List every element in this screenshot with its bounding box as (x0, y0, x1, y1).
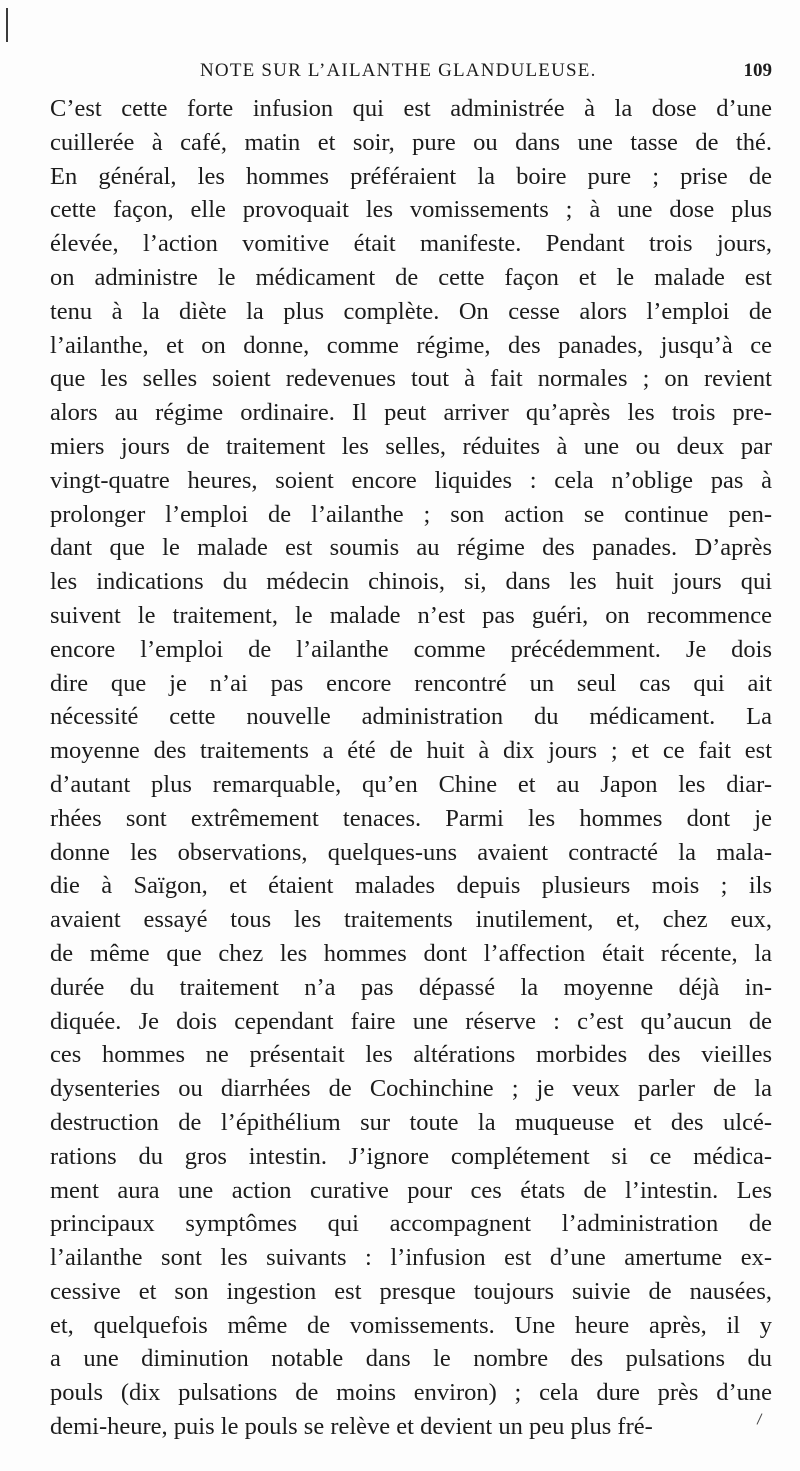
text-line: élevée, l’action vomitive était manifeste. Pendant trois jours, (50, 230, 772, 258)
text-line: moyenne des traitements a été de huit à dix jours ; et ce fait est (50, 737, 772, 765)
text-line: prolonger l’emploi de l’ailanthe ; son action se continue pen- (50, 500, 772, 528)
text-line: nécessité cette nouvelle administration du médicament. La (50, 703, 772, 731)
text-line: l’ailanthe sont les suivants : l’infusion est d’une amertume ex- (50, 1244, 772, 1272)
text-line: dire que je n’ai pas encore rencontré un seul cas qui ait (50, 669, 772, 697)
text-line: die à Saïgon, et étaient malades depuis plusieurs mois ; ils (50, 872, 772, 900)
text-line: cessive et son ingestion est presque toujours suivie de nausées, (50, 1277, 772, 1305)
text-line: destruction de l’épithélium sur toute la muqueuse et des ulcé- (50, 1108, 772, 1136)
text-line: avaient essayé tous les traitements inutilement, et, chez eux, (50, 906, 772, 934)
text-line: donne les observations, quelques-uns avaient contracté la mala- (50, 838, 772, 866)
text-line: suivent le traitement, le malade n’est pas guéri, on recommence (50, 601, 772, 629)
body-text (50, 92, 772, 1444)
text-line: demi-heure, puis le pouls se relève et devient un peu plus fré- (50, 1413, 653, 1441)
text-line: encore l’emploi de l’ailanthe comme précédemment. Je dois (50, 635, 772, 663)
text-line: alors au régime ordinaire. Il peut arriver qu’après les trois pre- (50, 399, 772, 427)
text-line: principaux symptômes qui accompagnent l’administration de (50, 1210, 772, 1238)
text-line: dant que le malade est soumis au régime des panades. D’après (50, 534, 772, 562)
text-line: les indications du médecin chinois, si, dans les huit jours qui (50, 568, 772, 596)
text-line: l’ailanthe, et on donne, comme régime, des panades, jusqu’à ce (50, 331, 772, 359)
running-title: NOTE SUR L’AILANTHE GLANDULEUSE. (200, 60, 597, 81)
text-line: cuillerée à café, matin et soir, pure ou dans une tasse de thé. (50, 128, 772, 156)
text-line: En général, les hommes préféraient la boire pure ; prise de (50, 162, 772, 190)
text-line: vingt-quatre heures, soient encore liquides : cela n’oblige pas à (50, 466, 772, 494)
text-line: cette façon, elle provoquait les vomissements ; à une dose plus (50, 196, 772, 224)
text-line: pouls (dix pulsations de moins environ) ; cela dure près d’une (50, 1379, 772, 1407)
text-line: diquée. Je dois cependant faire une réserve : c’est qu’aucun de (50, 1007, 772, 1035)
page-number: 109 (743, 60, 772, 81)
text-line: a une diminution notable dans le nombre des pulsations du (50, 1345, 772, 1373)
text-line: on administre le médicament de cette façon et le malade est (50, 263, 772, 291)
text-line: durée du traitement n’a pas dépassé la moyenne déjà in- (50, 973, 772, 1001)
text-line: rhées sont extrêmement tenaces. Parmi les hommes dont je (50, 804, 772, 832)
running-head (50, 60, 772, 86)
text-line: que les selles soient redevenues tout à fait normales ; on revient (50, 365, 772, 393)
text-line: C’est cette forte infusion qui est administrée à la dose d’une (50, 95, 772, 122)
text-line: tenu à la diète la plus complète. On cesse alors l’emploi de (50, 297, 772, 325)
text-line: miers jours de traitement les selles, réduites à une ou deux par (50, 432, 772, 460)
text-line: dysenteries ou diarrhées de Cochinchine ; je veux parler de la (50, 1075, 772, 1103)
text-line: rations du gros intestin. J’ignore complétement si ce médica- (50, 1142, 772, 1170)
text-line: ces hommes ne présentait les altérations morbides des vieilles (50, 1041, 772, 1069)
text-line: et, quelquefois même de vomissements. Une heure après, il y (50, 1311, 772, 1339)
page-edge-mark (6, 8, 8, 42)
text-line: d’autant plus remarquable, qu’en Chine et au Japon les diar- (50, 770, 772, 798)
text-line: de même que chez les hommes dont l’affection était récente, la (50, 939, 772, 967)
text-line: ment aura une action curative pour ces états de l’intestin. Les (50, 1176, 772, 1204)
